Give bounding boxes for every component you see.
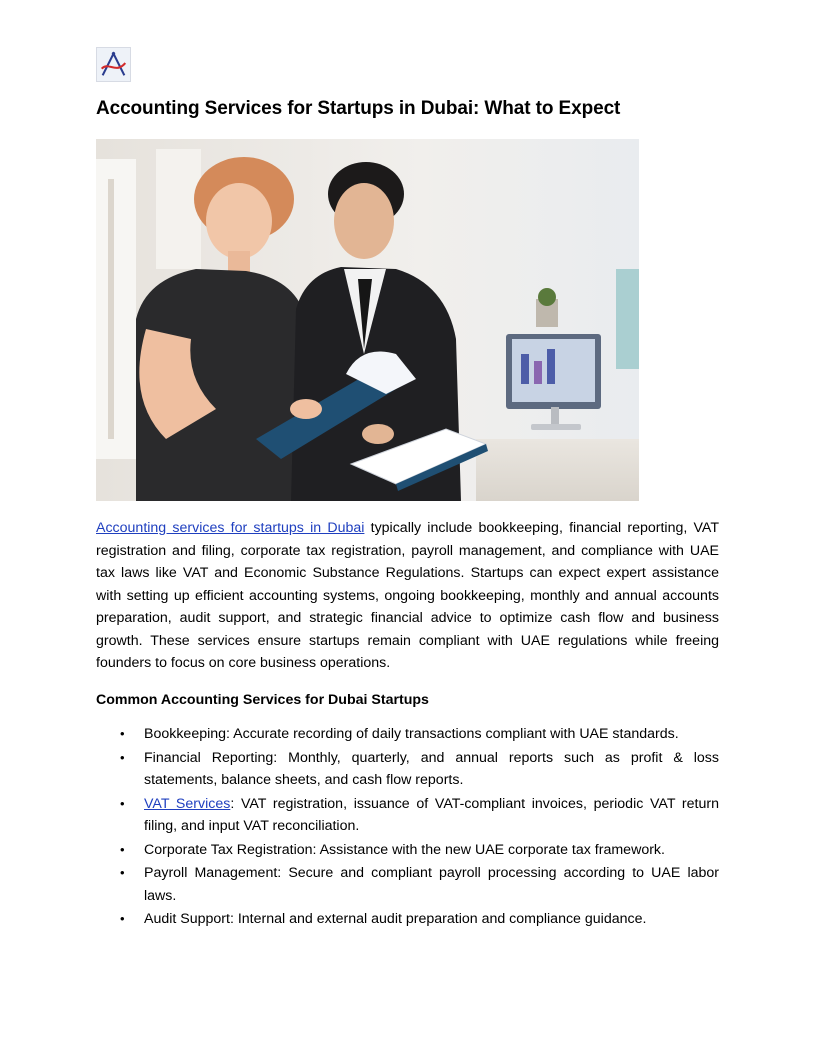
service-text: Corporate Tax Registration: Assistance with the new UAE corporate tax framework.: [144, 841, 665, 858]
bullet-icon: •: [120, 911, 125, 926]
bullet-icon: •: [120, 841, 125, 857]
service-text: Bookkeeping: Accurate recording of daily transactions compliant with UAE standards.: [144, 726, 679, 742]
service-text: Payroll Management: Secure and compliant payroll processing according to UAE labor laws.: [144, 865, 719, 904]
list-item: [96, 747, 719, 792]
hero-image: [96, 139, 639, 501]
bullet-icon: •: [120, 865, 125, 880]
list-item: [96, 723, 719, 746]
accounting-services-link[interactable]: Accounting services for startups in Dubai: [96, 520, 365, 536]
service-text: : VAT registration, issuance of VAT-compliant invoices, periodic VAT return filing, and input VAT reconciliation.: [144, 795, 719, 834]
services-heading: Common Accounting Services for Dubai Startups: [96, 692, 429, 708]
page-title: Accounting Services for Startups in Dubai: What to Expect: [96, 98, 621, 119]
service-text: Financial Reporting: Monthly, quarterly, and annual reports such as profit & loss statements, balance sheets, and cash flow reports.: [144, 749, 719, 788]
vat-services-link[interactable]: VAT Services: [144, 795, 231, 812]
intro-text: typically include bookkeeping, financial reporting, VAT registration and filing, corporate tax registration, payroll management, and compliance with UAE tax laws like VAT and Economic Substance Regulations. Startups can expect expert assistance with setting up efficient accounting systems, ongoing bookkeeping, monthly and annual accounts preparation, audit support, and strategic financial advice to optimize cash flow and business growth. These services ensure startups remain compliant with UAE regulations while freeing founders to focus on core business operations.: [96, 520, 719, 671]
list-item: [96, 908, 719, 931]
list-item: [96, 862, 719, 907]
bullet-icon: •: [120, 749, 125, 765]
bullet-icon: •: [120, 726, 125, 741]
company-logo-icon: [96, 47, 131, 82]
list-item: [96, 839, 719, 862]
list-item: [96, 793, 719, 838]
bullet-icon: •: [120, 795, 125, 811]
service-text: Audit Support: Internal and external audit preparation and compliance guidance.: [144, 911, 647, 927]
services-list: [96, 723, 719, 932]
intro-paragraph: [96, 517, 719, 675]
